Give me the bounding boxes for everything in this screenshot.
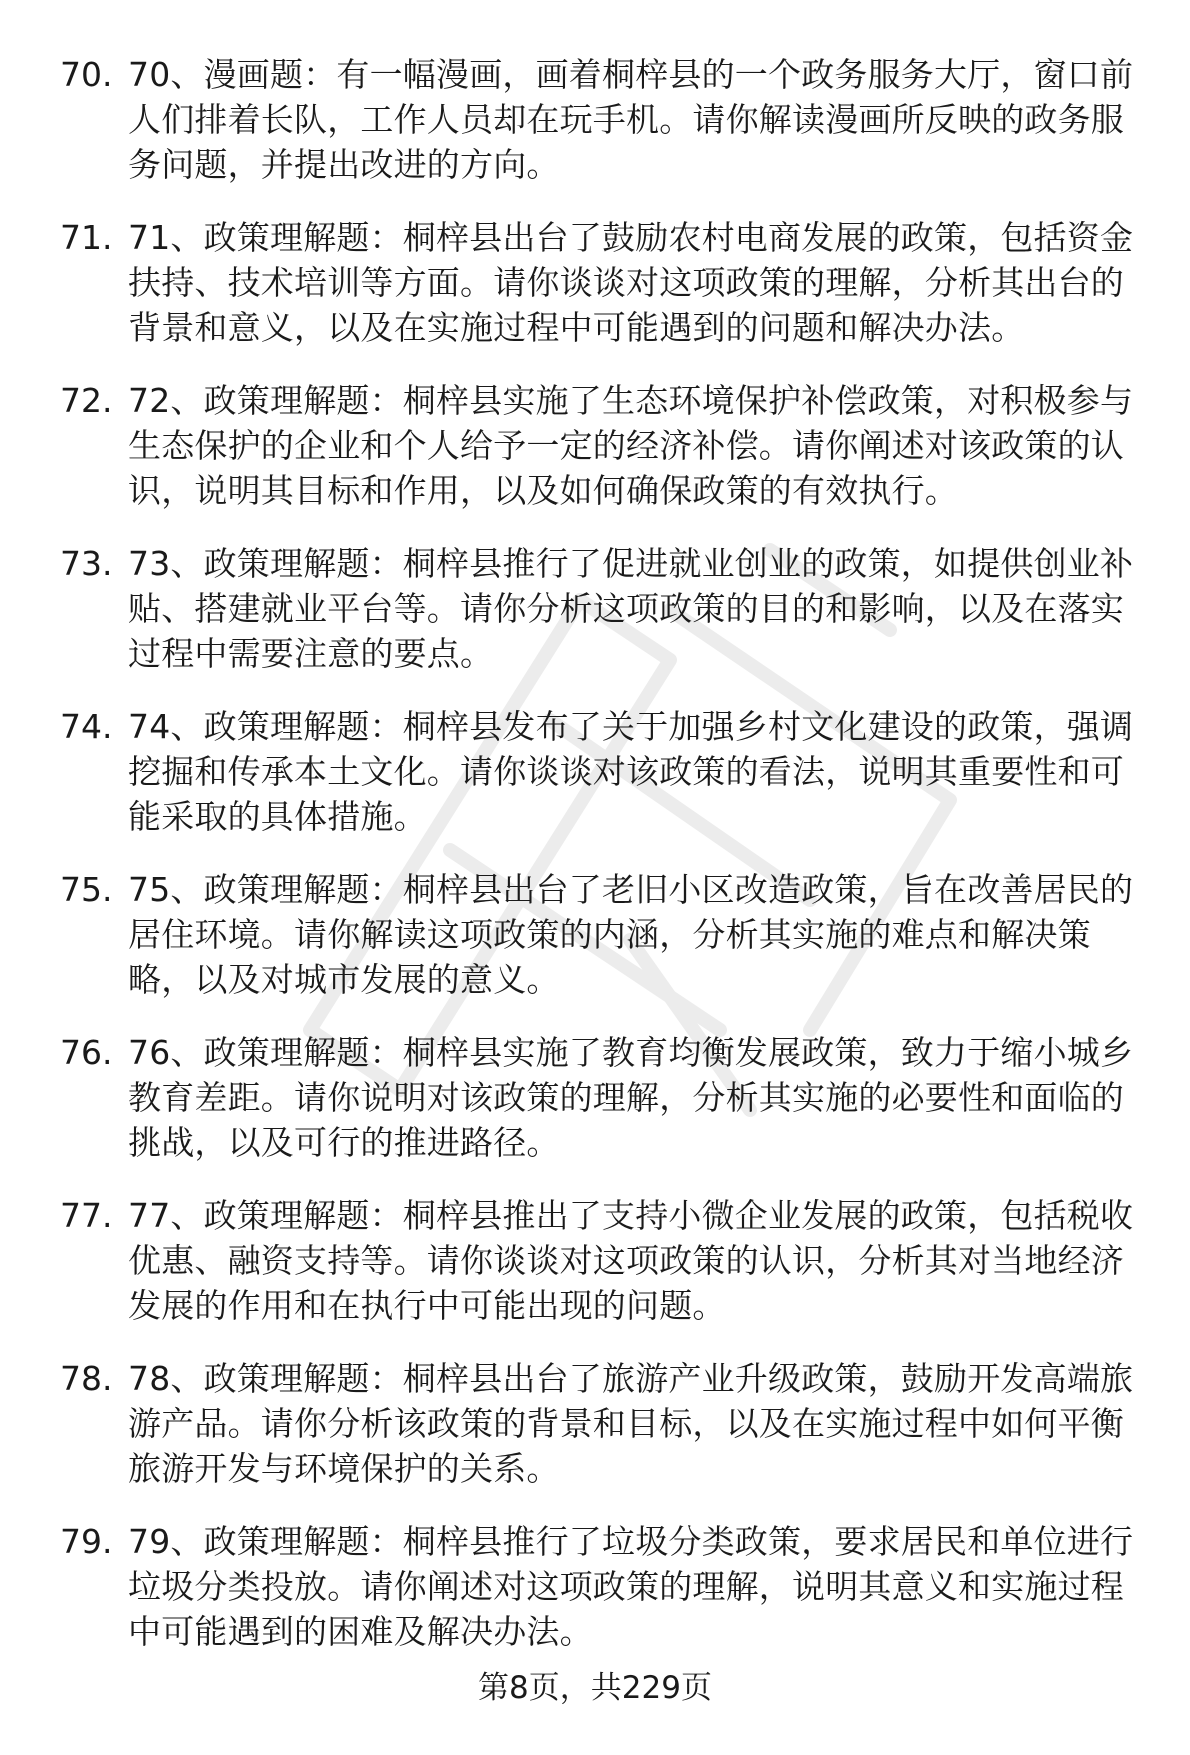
question-list xyxy=(60,52,1150,1682)
question-text: 70、漫画题：有一幅漫画，画着桐梓县的一个政务服务大厅，窗口前人们排着长队，工作人员却在玩手机。请你解读漫画所反映的政务服务问题，并提出改进的方向。 xyxy=(128,55,1134,184)
question-text: 76、政策理解题：桐梓县实施了教育均衡发展政策，致力于缩小城乡教育差距。请你说明对该政策的理解，分析其实施的必要性和面临的挑战，以及可行的推进路径。 xyxy=(128,1033,1134,1162)
question-text: 72、政策理解题：桐梓县实施了生态环境保护补偿政策，对积极参与生态保护的企业和个人给予一定的经济补偿。请你阐述对该政策的认识，说明其目标和作用，以及如何确保政策的有效执行。 xyxy=(128,381,1134,510)
question-number: 73. xyxy=(60,544,113,583)
page-footer: 第8页，共229页 xyxy=(478,1670,712,1706)
question-number: 75. xyxy=(60,870,113,909)
question-item xyxy=(60,1030,1150,1165)
question-item xyxy=(60,704,1150,839)
question-number: 70. xyxy=(60,55,113,94)
question-item xyxy=(60,1193,1150,1328)
question-text: 73、政策理解题：桐梓县推行了促进就业创业的政策，如提供创业补贴、搭建就业平台等。请你分析这项政策的目的和影响，以及在落实过程中需要注意的要点。 xyxy=(128,544,1134,673)
question-number: 74. xyxy=(60,707,113,746)
question-item xyxy=(60,541,1150,676)
question-item xyxy=(60,378,1150,513)
question-item xyxy=(60,1519,1150,1654)
question-text: 71、政策理解题：桐梓县出台了鼓励农村电商发展的政策，包括资金扶持、技术培训等方面。请你谈谈对这项政策的理解，分析其出台的背景和意义，以及在实施过程中可能遇到的问题和解决办法。 xyxy=(128,218,1134,347)
question-item xyxy=(60,215,1150,350)
question-number: 77. xyxy=(60,1196,113,1235)
question-number: 76. xyxy=(60,1033,113,1072)
question-number: 72. xyxy=(60,381,113,420)
question-item xyxy=(60,867,1150,1002)
question-number: 78. xyxy=(60,1359,113,1398)
question-number: 71. xyxy=(60,218,113,257)
question-text: 77、政策理解题：桐梓县推出了支持小微企业发展的政策，包括税收优惠、融资支持等。请你谈谈对这项政策的认识，分析其对当地经济发展的作用和在执行中可能出现的问题。 xyxy=(128,1196,1134,1325)
question-text: 78、政策理解题：桐梓县出台了旅游产业升级政策，鼓励开发高端旅游产品。请你分析该政策的背景和目标，以及在实施过程中如何平衡旅游开发与环境保护的关系。 xyxy=(128,1359,1134,1488)
question-item xyxy=(60,52,1150,187)
question-number: 79. xyxy=(60,1522,113,1561)
question-text: 79、政策理解题：桐梓县推行了垃圾分类政策，要求居民和单位进行垃圾分类投放。请你阐述对这项政策的理解，说明其意义和实施过程中可能遇到的困难及解决办法。 xyxy=(128,1522,1134,1651)
question-text: 74、政策理解题：桐梓县发布了关于加强乡村文化建设的政策，强调挖掘和传承本土文化。请你谈谈对该政策的看法，说明其重要性和可能采取的具体措施。 xyxy=(128,707,1134,836)
question-item xyxy=(60,1356,1150,1491)
question-text: 75、政策理解题：桐梓县出台了老旧小区改造政策，旨在改善居民的居住环境。请你解读这项政策的内涵，分析其实施的难点和解决策略，以及对城市发展的意义。 xyxy=(128,870,1134,999)
